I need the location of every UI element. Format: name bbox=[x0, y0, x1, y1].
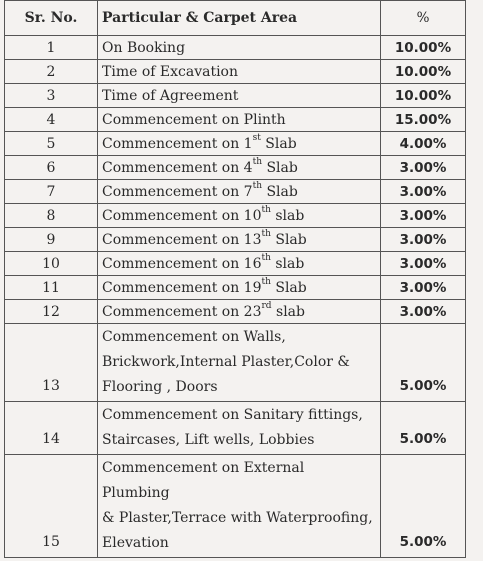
row-sr-no: 15 bbox=[5, 455, 98, 558]
header-percent: % bbox=[381, 1, 466, 36]
row-percent: 4.00% bbox=[381, 132, 466, 156]
row-percent: 10.00% bbox=[381, 84, 466, 108]
header-sr-no: Sr. No. bbox=[5, 1, 98, 36]
row-percent: 3.00% bbox=[381, 300, 466, 324]
row-sr-no: 12 bbox=[5, 300, 98, 324]
row-particular: Commencement on 1st Slab bbox=[98, 132, 381, 156]
table-row bbox=[5, 324, 466, 402]
row-sr-no: 1 bbox=[5, 36, 98, 60]
row-sr-no: 10 bbox=[5, 252, 98, 276]
row-particular: Commencement on Walls, Brickwork,Internal Plaster,Color & Flooring , Doors bbox=[98, 324, 381, 402]
payment-schedule bbox=[4, 0, 466, 558]
row-percent: 3.00% bbox=[381, 252, 466, 276]
row-sr-no: 11 bbox=[5, 276, 98, 300]
row-sr-no: 3 bbox=[5, 84, 98, 108]
table-row bbox=[5, 455, 466, 558]
row-percent: 3.00% bbox=[381, 180, 466, 204]
table-row bbox=[5, 132, 466, 156]
row-particular: Time of Agreement bbox=[98, 84, 381, 108]
row-sr-no: 14 bbox=[5, 402, 98, 455]
table-row bbox=[5, 180, 466, 204]
row-percent: 3.00% bbox=[381, 228, 466, 252]
row-percent: 3.00% bbox=[381, 156, 466, 180]
row-percent: 5.00% bbox=[381, 402, 466, 455]
row-particular: Commencement on 13th Slab bbox=[98, 228, 381, 252]
table-row bbox=[5, 156, 466, 180]
table-row bbox=[5, 60, 466, 84]
table-header-row bbox=[5, 1, 466, 36]
header-particular: Particular & Carpet Area bbox=[98, 1, 381, 36]
table-row bbox=[5, 204, 466, 228]
row-percent: 3.00% bbox=[381, 276, 466, 300]
row-particular: Commencement on 23rd slab bbox=[98, 300, 381, 324]
table-row bbox=[5, 36, 466, 60]
payment-schedule-table bbox=[4, 0, 466, 558]
row-sr-no: 8 bbox=[5, 204, 98, 228]
table-row bbox=[5, 300, 466, 324]
row-particular: Commencement on 16th slab bbox=[98, 252, 381, 276]
row-sr-no: 6 bbox=[5, 156, 98, 180]
row-percent: 5.00% bbox=[381, 455, 466, 558]
row-particular: Commencement on 10th slab bbox=[98, 204, 381, 228]
table-row bbox=[5, 402, 466, 455]
row-particular: Commencement on 7th Slab bbox=[98, 180, 381, 204]
row-particular: Commencement on 4th Slab bbox=[98, 156, 381, 180]
row-percent: 15.00% bbox=[381, 108, 466, 132]
table-row bbox=[5, 252, 466, 276]
table-row bbox=[5, 84, 466, 108]
row-percent: 10.00% bbox=[381, 36, 466, 60]
table-row bbox=[5, 228, 466, 252]
row-sr-no: 2 bbox=[5, 60, 98, 84]
row-particular: Commencement on Sanitary fittings, Staircases, Lift wells, Lobbies bbox=[98, 402, 381, 455]
row-particular: Commencement on External Plumbing & Plaster,Terrace with Waterproofing, Elevation bbox=[98, 455, 381, 558]
row-particular: Time of Excavation bbox=[98, 60, 381, 84]
row-particular: Commencement on 19th Slab bbox=[98, 276, 381, 300]
row-sr-no: 9 bbox=[5, 228, 98, 252]
row-particular: Commencement on Plinth bbox=[98, 108, 381, 132]
row-sr-no: 5 bbox=[5, 132, 98, 156]
row-sr-no: 4 bbox=[5, 108, 98, 132]
row-sr-no: 7 bbox=[5, 180, 98, 204]
row-percent: 5.00% bbox=[381, 324, 466, 402]
row-sr-no: 13 bbox=[5, 324, 98, 402]
table-row bbox=[5, 108, 466, 132]
row-percent: 10.00% bbox=[381, 60, 466, 84]
row-particular: On Booking bbox=[98, 36, 381, 60]
table-row bbox=[5, 276, 466, 300]
row-percent: 3.00% bbox=[381, 204, 466, 228]
